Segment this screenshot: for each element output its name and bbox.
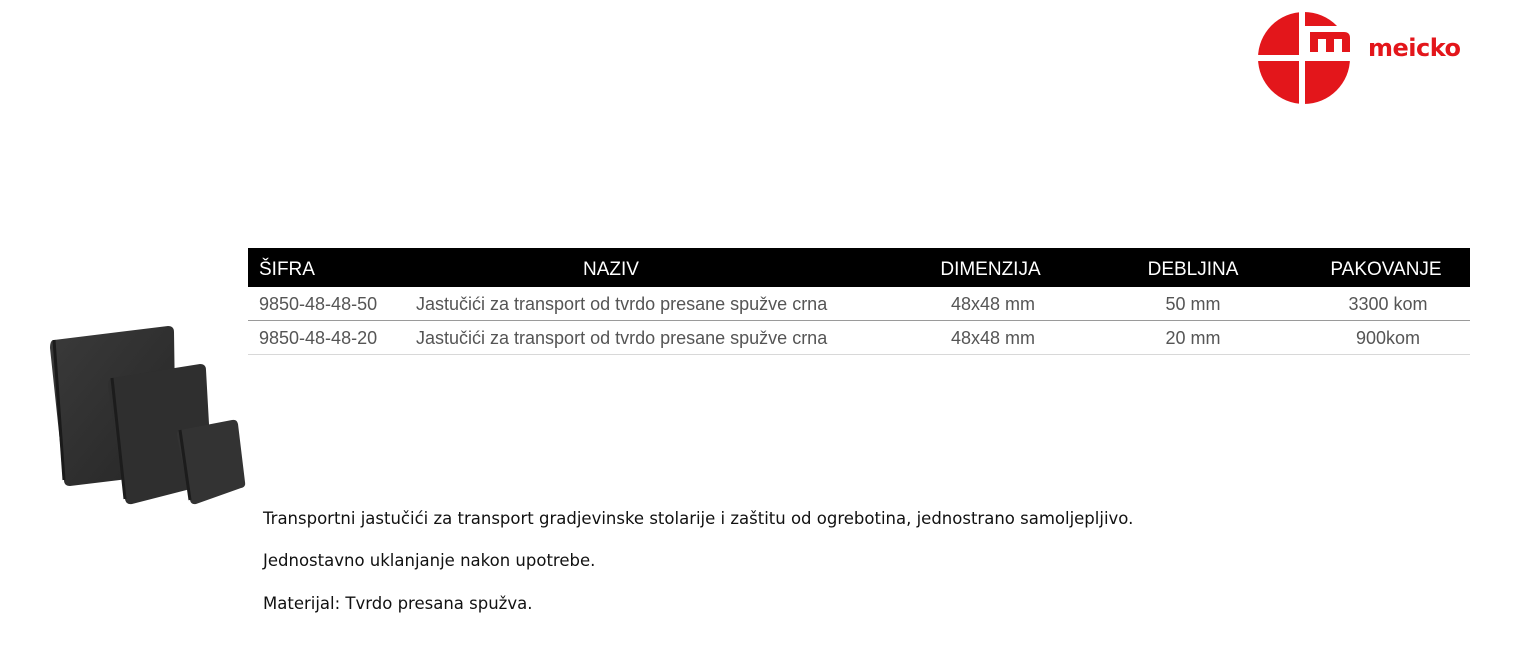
table-header: [248, 248, 1470, 287]
description-line-1: Transportni jastučići za transport gradjevinske stolarije i zaštitu od ogrebotina, jednostrano samoljepljivo.: [263, 509, 1134, 528]
cell-pakovanje: 3300 kom: [1348, 294, 1428, 314]
brand-logo: [1258, 12, 1478, 107]
cell-debljina: 50 mm: [1165, 294, 1221, 314]
cell-dimenzija: 48x48 mm: [950, 328, 1036, 348]
cell-pakovanje: 900kom: [1355, 328, 1421, 348]
description-line-2: Jednostavno uklanjanje nakon upotrebe.: [263, 551, 596, 570]
header-pakovanje: PAKOVANJE: [1330, 259, 1442, 280]
cell-debljina: 20 mm: [1165, 328, 1221, 348]
header-dimenzija: DIMENZIJA: [940, 259, 1041, 280]
brand-name: meicko: [1368, 34, 1461, 62]
product-table: [248, 248, 1470, 355]
header-naziv: NAZIV: [583, 259, 639, 280]
description-line-3: Materijal: Tvrdo presana spužva.: [263, 594, 533, 613]
header-debljina: DEBLJINA: [1147, 259, 1239, 280]
cell-dimenzija: 48x48 mm: [950, 294, 1036, 314]
cell-naziv: Jastučići za transport od tvrdo presane spužve crna: [416, 328, 828, 348]
table-row: [248, 321, 1470, 355]
cell-sifra: 9850-48-48-20: [259, 328, 378, 348]
header-sifra: ŠIFRA: [259, 259, 315, 280]
black-foam-pads-image: [40, 318, 255, 513]
cell-sifra: 9850-48-48-50: [259, 294, 378, 314]
cell-naziv: Jastučići za transport od tvrdo presane spužve crna: [416, 294, 828, 314]
table-row: [248, 287, 1470, 321]
meicko-logo-icon: [1258, 12, 1354, 104]
